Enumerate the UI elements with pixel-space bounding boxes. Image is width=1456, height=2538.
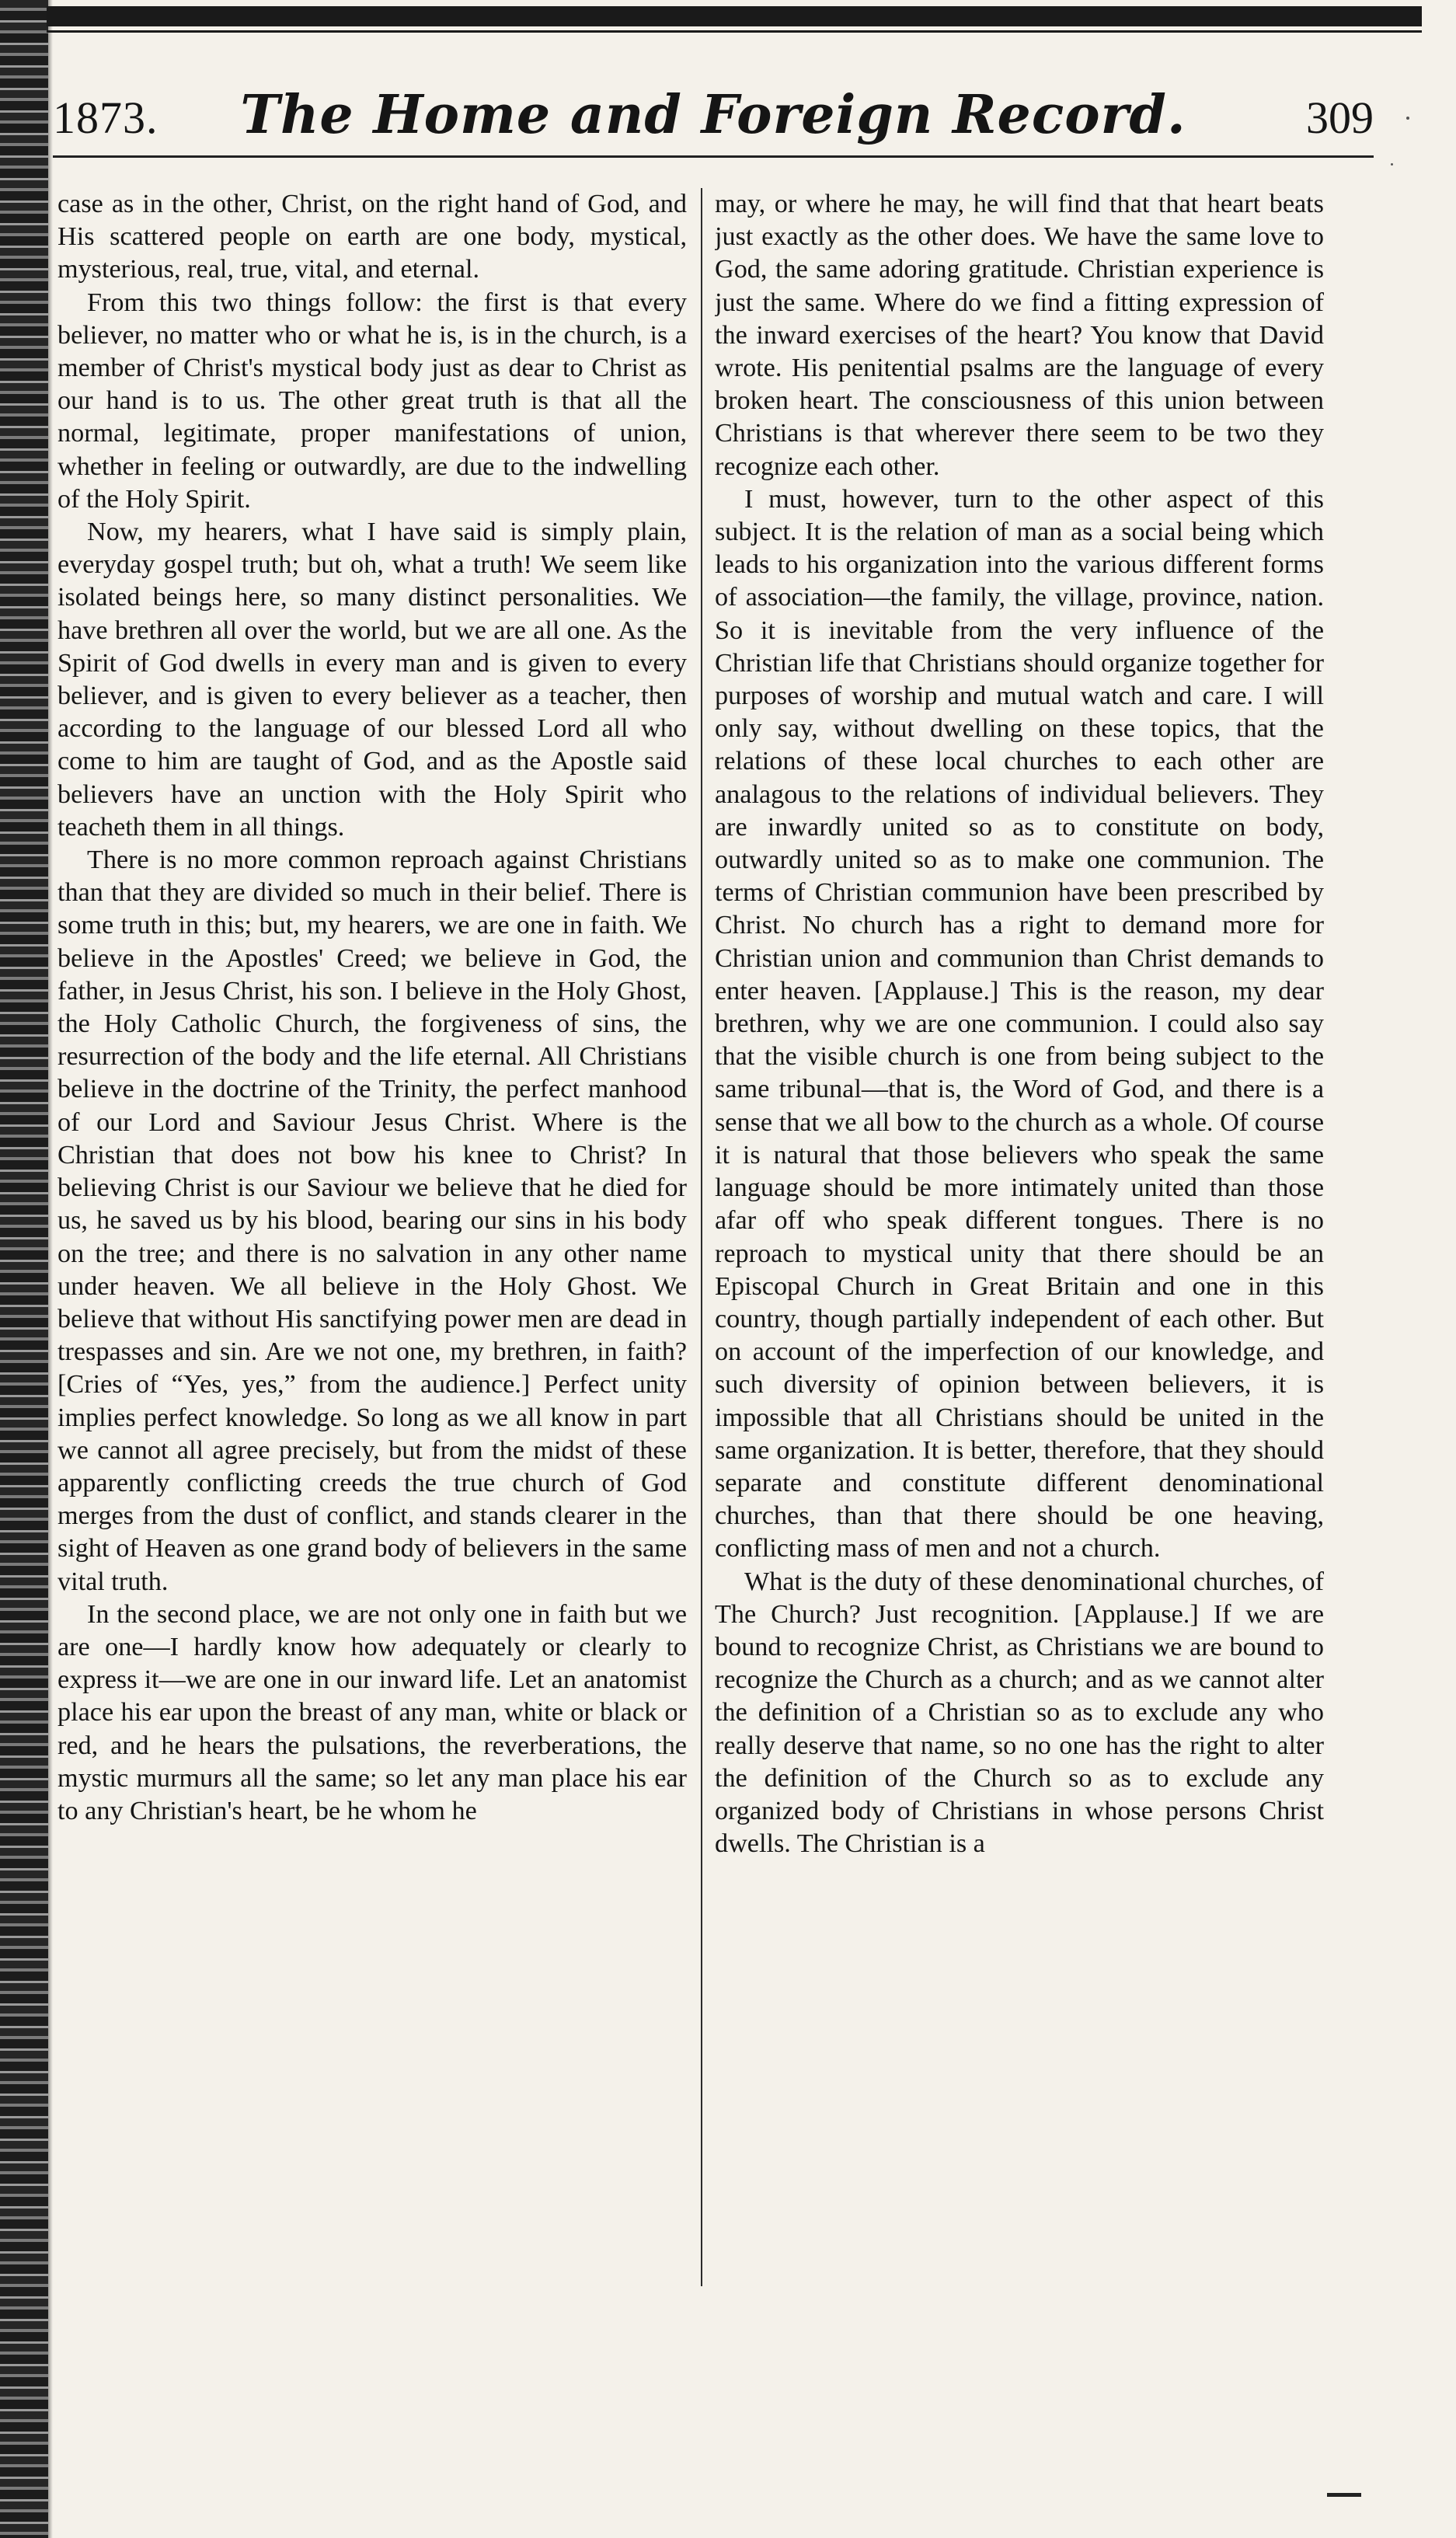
right-paragraph-2: I must, however, turn to the other aspect of this subject. It is the relation of man as a social being which leads to his organization into the various different forms of association—the family, the village, province, nation. So it is inevitable from the very influence of the Christian life that Christians should organize together for purposes of worship and mutual watch and care. I will only say, without dwelling on these topics, that the relations of these local churches to each other are analagous to the relations of individual believers. They are inwardly united so as to constitute on body, outwardly united so as to make one communion. The terms of Christian communion have been prescribed by Christ. No church has a right to demand more for Christian union and communion than Christ demands to enter heaven. [Applause.] This is the reason, my dear brethren, why we are one communion. I could also say that the visible church is one from being subject to the same tribunal—that is, the Word of God, and there is a sense that we all bow to the church as a whole. Of course it is natural that those believers who speak the same language should be more intimately united than those afar off who speak different tongues. There is no reproach to mystical unity that there should be an Episcopal Church in Great Britain and one in this country, though partially independent of each other. But on account of the imperfection of our knowledge, and such diversity of opinion between believers, it is impossible that all Christians should be united in the same organization. It is better, therefore, that they should separate and constitute different denominational churches, than that there should be one heaving, conflicting mass of men and not a church. [715,484,1324,1564]
margin-fleck [1391,163,1393,166]
margin-fleck [1406,117,1409,120]
binding-edge [0,0,48,2538]
right-paragraph-1: may, or where he may, he will find that that heart beats just exactly as the other does. We have the same love to God, the same adoring gratitude. Christian experience is just the same. Where do we find a fitting expression of the inward exercises of the heart? You know that David wrote. His penitential psalms are the language of every broken heart. The consciousness of this union between Christians is that wherever there seem to be two they recognize each other. [715,190,1324,481]
right-column [715,188,1324,2457]
journal-title: The Home and Foreign Record. [240,84,1186,146]
left-paragraph-3: Now, my hearers, what I have said is simply plain, everyday gospel truth; but oh, what a truth! We seem like isolated beings here, so many distinct personalities. We have brethren all over the world, but we are all one. As the Spirit of God dwells in every man and is given to every believer, and is given to every believer as a teacher, then according to the language of our blessed Lord all who come to him are taught of God, and as the Apostle said believers have an unction with the Holy Spirit who teacheth them in all things. [57,518,687,842]
left-paragraph-4: There is no more common reproach against Christians than that they are divided so much in their belief. There is some truth in this; but, my hearers, we are one in faith. We believe in the Apostles' Creed; we believe in God, the father, in Jesus Christ, his son. I believe in the Holy Ghost, the Holy Catholic Church, the forgiveness of sins, the resurrection of the body and the life eternal. All Christians believe in the doctrine of the Trinity, the perfect manhood of our Lord and Saviour Jesus Christ. Where is the Christian that does not bow his knee to Christ? In believing Christ is our Saviour we believe that he died for us, he saved us by his blood, bearing our sins in his body on the tree; and there is no salvation in any other name under heaven. We all believe in the Holy Ghost. We believe that without His sanctifying power men are dead in trespasses and sin. Are we not one, my brethren, in faith? [Cries of “Yes, yes,” from the audience.] Perfect unity implies perfect knowledge. So long as we all know in part we cannot all agree precisely, but from the midst of these apparently conflicting creeds the true church of God merges from the dust of conflict, and stands clearer in the sight of Heaven as one grand body of believers in the same vital truth. [57,845,687,1596]
left-paragraph-1: case as in the other, Christ, on the right hand of God, and His scattered people on earth are one body, mystical, mysterious, real, true, vital, and eternal. [57,190,687,284]
end-mark [1327,2493,1361,2497]
page-top-rule [47,6,1422,26]
left-paragraph-5: In the second place, we are not only one in faith but we are one—I hardly know how adequately or clearly to express it—we are one in our inward life. Let an anatomist place his ear upon the breast of any man, white or black or red, and he hears the pulsations, the reverberations, the mystic murmurs all the same; so let any man place his ear to any Christian's heart, be he whom he [57,1599,687,1825]
header-year: 1873. [53,92,158,143]
column-divider [701,188,702,2286]
header-rule [53,155,1374,158]
left-paragraph-2: From this two things follow: the first is that every believer, no matter who or what he is, is in the church, is a member of Christ's mystical body just as dear to Christ as our hand is to us. The other great truth is that all the normal, legitimate, proper manifestations of union, whether in feeling or outwardly, are due to the indwelling of the Holy Spirit. [57,288,687,514]
page-number: 309 [1306,92,1374,143]
left-column [57,188,687,2457]
page-header [53,84,1374,154]
right-paragraph-3: What is the duty of these denominational churches, of The Church? Just recognition. [Applause.] If we are bound to recognize Christ, as Christians we are bound to recognize the Church as a church; and as we cannot alter the definition of a Christian so as to exclude any who really deserve that name, so no one has the right to alter the definition of the Church so as to exclude any organized body of Christians in whose persons Christ dwells. The Christian is a [715,1567,1324,1859]
